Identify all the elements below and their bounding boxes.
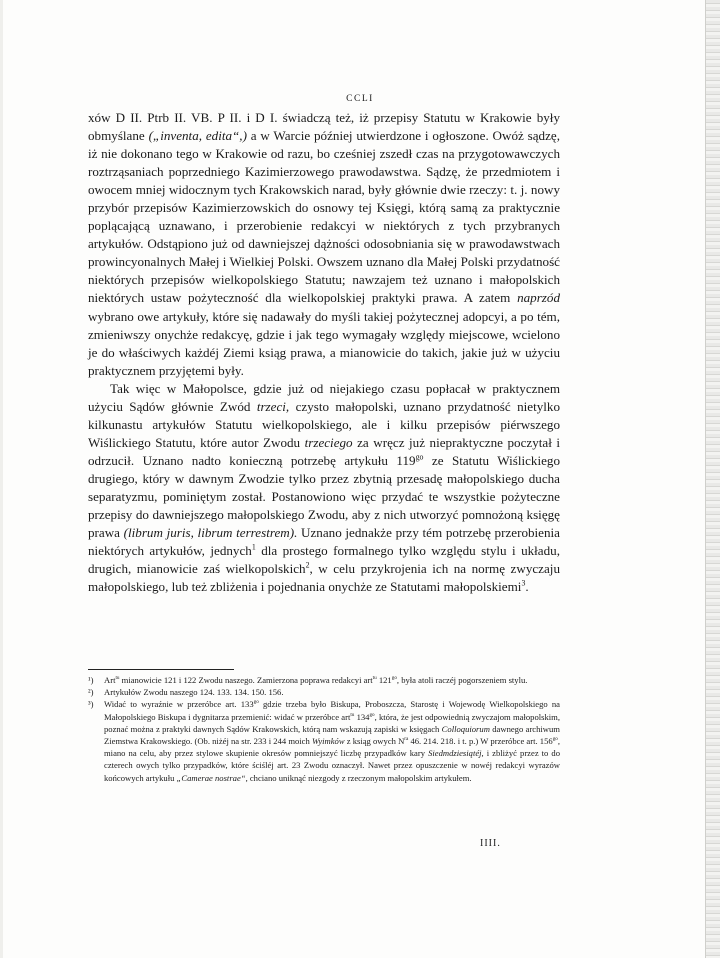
text-run: czysto małopolski, uznano przydatność nietylko kilkunastu artykułów Statutu wielkopolskiego, ale i kilku przepisów piérwszego Wiślickiego Statutu, które autor Zwodu — [88, 398, 560, 450]
footnote-separator — [88, 669, 234, 670]
italic-text: („inventa, edita“,) — [148, 128, 247, 144]
footnote-mark: ²) — [88, 687, 94, 698]
text-run: Art — [104, 675, 116, 685]
text-run: z ksiąg owych N — [344, 736, 405, 747]
footnote — [88, 698, 560, 783]
text-run: 121 — [376, 675, 392, 685]
page-number: CCLI — [346, 94, 374, 104]
footnote — [88, 686, 560, 698]
text-run: ze Statutu Wiślickiego drugiego, który w dawnym Zwodzie tylko przez zbytnią przesadę małopolskiego ducha separatyzmu, pominiętym został. Postanowiono więc przydać te wszystkie pożyteczne przepisy do dawniejszego małopolskiego Zwodu, aby z nich utworzyć pomnożoną księgę prawa — [88, 452, 560, 541]
superscript: go — [415, 452, 424, 462]
text-run: . — [525, 579, 529, 595]
superscript: go — [552, 736, 558, 743]
italic-text: Wyimków — [311, 736, 345, 747]
text-run: mianowicie 121 i 122 Zwodu naszego. Zamierzona poprawa redakcyi art — [119, 675, 373, 685]
italic-text: naprzód — [517, 290, 560, 306]
italic-text: trzeciego — [304, 434, 353, 450]
page-right-edge-stack — [705, 0, 720, 958]
superscript: go — [369, 711, 375, 718]
text-run: , chciano uniknąć niezgody z rzeczonym małopolskim artykułem. — [245, 772, 472, 783]
italic-text: „Camerae nostrae“ — [176, 772, 246, 783]
text-run: Widać to wyraźnie w przeróbce art. 133 — [104, 699, 254, 710]
signature-mark: IIII. — [480, 838, 501, 849]
paragraph — [88, 380, 560, 597]
text-run: Tak więc w Małopolsce, gdzie już od niejakiego czasu popłacał w praktycznem użyciu Sądów głównie Zwód — [88, 380, 560, 414]
text-run: a w Warcie później utwierdzone i ogłoszone. Owóż sądzę, iż nie dokonano tego w Krakowie od razu, bo cześniej zszedł czas na przygotowawczych roztrząsaniach poprzedniego Kazimierzowego prawodawstwa. Sądzę, że przedmiotem i owocem mniej widocznym tych Krakowskich narad, były głównie dwie rzeczy: t. j. nowy przybór przepisów Kazimierzowskich do osnowy tej Księgi, którą samą za praktycznie poplącającą uznawano, i przerobienie redakcyi w niektórych z tych przybranych artykułów. Odstąpiono już od dawniejszej dążności odosobniania się w prawodawstwach prowincyonalnych Małej i Wielkiej Polski. Owszem uznano dla Małej Polski przydatność niektórych przepisów wielkopolskiego Statutu; nawzajem też uznano i małopolskich niektórych ustaw pożyteczność dla wielkopolskiej praktyki prawa. A zatem — [88, 128, 560, 306]
text-run: xów D II. Ptrb II. VB. P II. i D I. świadczą też, iż przepisy Statutu w Krakowie były obmyślane — [88, 110, 560, 144]
text-run: , w celu przykrojenia ich na normę zwyczaju małopolskiego, lub też zbliżenia i pojednania onychże ze Statutami małopolskiemi — [88, 561, 560, 595]
text-run: gdzie trzeba było Biskupa, Proboszcza, Starostę i Wojewodę Wielkopolskiego na Małopolskiego Biskupa i dygnitarza przemienić: widać w przeróbce art — [104, 699, 560, 722]
text-run: , i zbliżyć przez to do czterech owych tylko przypadków, które ściśléj art. 23 Zwodu oznaczył. Nawet przez opuszczenie w nowéj redakcyi wyrazów końcowych artykułu — [104, 748, 560, 783]
text-run: , miano na celu, aby przez stylowe skupienie okresów pomniejszyć liczbę przypadków kary — [104, 736, 561, 759]
text-run: , była atoli raczéj pogorszeniem stylu. — [396, 675, 528, 685]
text-run: 46. 214. 218. i t. p.) W przeróbce art. 156 — [408, 736, 553, 747]
footnotes — [88, 674, 560, 784]
footnote-mark: ¹) — [88, 675, 94, 685]
paragraph — [88, 109, 560, 380]
text-run: dla prostego formalnego tylko względu stylu i układu, drugich, mianowicie zaś wielkopolskich — [88, 543, 560, 577]
superscript: 3 — [521, 578, 526, 588]
superscript: 2 — [305, 560, 310, 570]
page-left-edge — [0, 0, 3, 958]
superscript: go — [253, 699, 259, 706]
superscript: tu — [115, 675, 120, 682]
footnote-mark: ³) — [88, 699, 94, 710]
text-run: , która, że jest odpowiednią zwyczajom małopolskim, poznać można z praktyki dawnych Sądów Krakowskich, którą nam wskazują zapiski w księgach — [104, 711, 560, 734]
italic-text: (librum juris, librum terrestrem). — [123, 525, 298, 541]
italic-text: Colloquiorum — [441, 723, 490, 734]
italic-text: trzeci, — [256, 398, 290, 414]
text-run: wybrano owe artykuły, które się nadawały do myśli takiej pożytecznej adopcyi, a po tém, zmieniwszy onychże redakcyę, gdzie i jak tego wymagały względy miejscowe, wcielono je do właściwych każdéj Ziemi ksiąg prawa, a mianowicie do takich, jakie już w użyciu praktycznem przyjętemi były. — [88, 308, 560, 378]
text-run: dawnego archiwum Ziemstwa Krakowskiego. (Ob. niżéj na str. 233 i 244 moich — [104, 723, 560, 747]
superscript: ra — [404, 736, 409, 743]
footnote — [88, 674, 560, 686]
text-run: Uznano jednakże przy tém potrzebę przerobienia niektórych artykułów, jednych — [88, 525, 560, 559]
body-text — [88, 109, 560, 596]
superscript: 1 — [251, 542, 256, 552]
superscript: tu — [372, 675, 377, 682]
italic-text: Siedmdziesiątéj — [428, 748, 482, 759]
text-run: 134 — [354, 711, 370, 722]
superscript: go — [391, 675, 397, 682]
text-run: Artykułów Zwodu naszego 124. 133. 134. 150. 156. — [104, 687, 284, 698]
superscript: tu — [350, 711, 355, 718]
text-run: za wręcz już niepraktyczne poczytał i odrzucił. Uznano nadto konieczną potrzebę artykułu 119 — [88, 434, 560, 468]
